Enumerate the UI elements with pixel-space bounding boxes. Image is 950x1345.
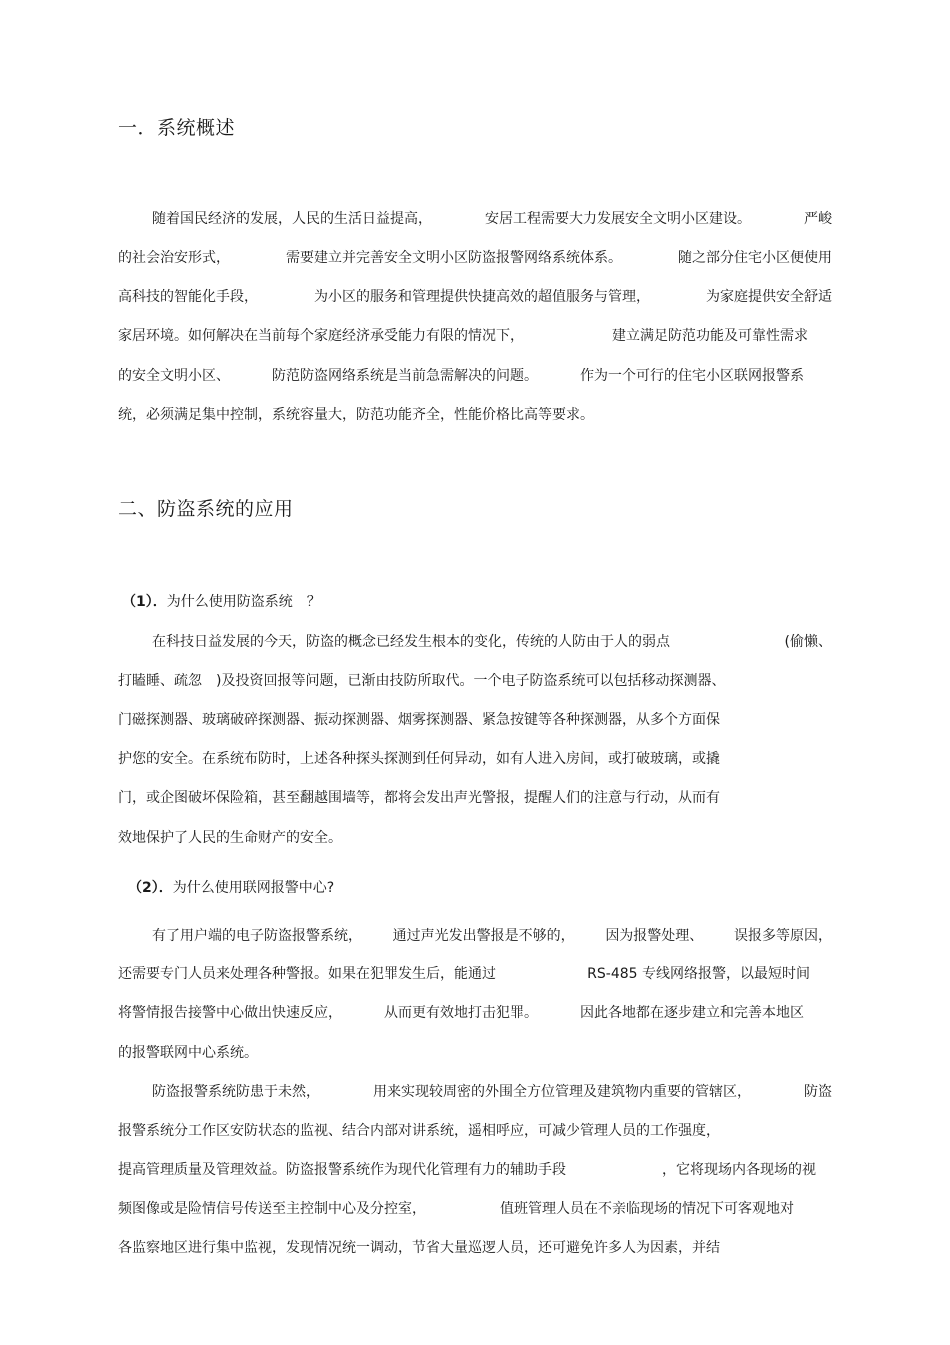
text-segment: 打瞌睡、疏忽 )及投资回报等问题，已渐由技防所取代。一个电子防盗系统可以包括移动探测器、 [118, 673, 726, 689]
text-segment: 因为报警处理、 [605, 928, 704, 944]
section-2-heading: 二、防盗系统的应用 [118, 498, 294, 520]
text-segment: 提高管理质量及管理效益。防盗报警系统作为现代化管理有力的辅助手段 [118, 1162, 566, 1178]
text-segment: 门磁探测器、玻璃破碎探测器、振动探测器、烟雾探测器、紧急按键等各种探测器，从多个方面保 [118, 712, 720, 728]
text-segment: 护您的安全。在系统布防时，上述各种探头探测到任何异动，如有人进入房间，或打破玻璃，或撬 [118, 751, 720, 767]
text-segment: 的报警联网中心系统。 [118, 1045, 258, 1061]
text-segment: 防盗 [804, 1084, 832, 1100]
paragraph-line [118, 405, 832, 425]
question-2-heading [128, 878, 334, 898]
text-segment: 防范防盗网络系统是当前急需解决的问题。 [272, 368, 538, 384]
text-segment: ，它将现场内各现场的视 [662, 1162, 816, 1178]
section-1-heading: 一．系统概述 [118, 117, 236, 139]
text-segment: 需要建立并完善安全文明小区防盗报警网络系统体系。 [286, 250, 622, 266]
text-segment: 的社会治安形式， [118, 250, 230, 266]
text-segment: 随之部分住宅小区便使用 [678, 250, 832, 266]
text-segment: 误报多等原因， [733, 928, 832, 944]
text-segment: 从而更有效地打击犯罪。 [384, 1005, 538, 1021]
paragraph-line [152, 209, 832, 229]
paragraph-line [118, 287, 832, 307]
text-segment: 还需要专门人员来处理各种警报。如果在犯罪发生后，能通过 [118, 966, 496, 982]
paragraph-line [118, 366, 804, 386]
paragraph-line [118, 1043, 832, 1063]
question-text: 为什么使用防盗系统 ？ [166, 594, 321, 610]
paragraph-line [118, 710, 832, 730]
text-segment: 将警情报告接警中心做出快速反应， [118, 1005, 342, 1021]
text-segment: 安居工程需要大力发展安全文明小区建设。 [485, 211, 751, 227]
question-number: （2）． [128, 880, 173, 896]
text-segment: 值班管理人员在不亲临现场的情况下可客观地对 [500, 1201, 794, 1217]
text-segment: 作为一个可行的住宅小区联网报警系 [580, 368, 804, 384]
text-segment: RS-485 专线网络报警，以最短时间 [587, 966, 810, 982]
text-segment: (偷懒、 [784, 634, 832, 650]
text-segment: 随着国民经济的发展，人民的生活日益提高， [152, 211, 432, 227]
text-segment: 各监察地区进行集中监视，发现情况统一调动，节省大量巡逻人员，还可避免许多人为因素，并结 [118, 1240, 720, 1256]
paragraph-line [118, 828, 832, 848]
question-text: 为什么使用联网报警中心? [172, 880, 335, 896]
text-segment: 在科技日益发展的今天，防盗的概念已经发生根本的变化，传统的人防由于人的弱点 [152, 634, 670, 650]
question-number: （1）． [122, 594, 167, 610]
text-segment: 报警系统分工作区安防状态的监视、结合内部对讲系统，遥相呼应，可减少管理人员的工作强度， [118, 1123, 720, 1139]
paragraph-line [118, 964, 810, 984]
text-segment: 家居环境。如何解决在当前每个家庭经济承受能力有限的情况下， [118, 328, 524, 344]
text-segment: 统，必须满足集中控制，系统容量大，防范功能齐全，性能价格比高等要求。 [118, 407, 594, 423]
paragraph-line [118, 749, 832, 769]
text-segment: 建立满足防范功能及可靠性需求 [612, 328, 808, 344]
paragraph-line [118, 1003, 804, 1023]
text-segment: 效地保护了人民的生命财产的安全。 [118, 830, 342, 846]
paragraph-line [152, 926, 832, 946]
paragraph-line [118, 326, 808, 346]
paragraph-line [118, 1199, 794, 1219]
text-segment: 因此各地都在逐步建立和完善本地区 [580, 1005, 804, 1021]
paragraph-line [152, 1082, 832, 1102]
text-segment: 有了用户端的电子防盗报警系统， [152, 928, 362, 944]
paragraph-line [118, 1121, 832, 1141]
text-segment: 用来实现较周密的外围全方位管理及建筑物内重要的管辖区， [373, 1084, 751, 1100]
text-segment: 频图像或是险情信号传送至主控制中心及分控室， [118, 1201, 426, 1217]
paragraph-line [118, 671, 832, 691]
text-segment: 严峻 [804, 211, 832, 227]
text-segment: 门，或企图破坏保险箱，甚至翻越围墙等，都将会发出声光警报，提醒人们的注意与行动，从而有 [118, 790, 720, 806]
paragraph-line [152, 632, 832, 652]
text-segment: 的安全文明小区、 [118, 368, 230, 384]
text-segment: 为家庭提供安全舒适 [706, 289, 832, 305]
paragraph-line [118, 1160, 816, 1180]
paragraph-line [118, 248, 832, 268]
text-segment: 为小区的服务和管理提供快捷高效的超值服务与管理， [314, 289, 650, 305]
text-segment: 高科技的智能化手段， [118, 289, 258, 305]
paragraph-line [118, 1238, 832, 1258]
text-segment: 通过声光发出警报是不够的， [392, 928, 575, 944]
paragraph-line [118, 788, 832, 808]
text-segment: 防盗报警系统防患于未然， [152, 1084, 320, 1100]
question-1-heading [122, 592, 321, 612]
